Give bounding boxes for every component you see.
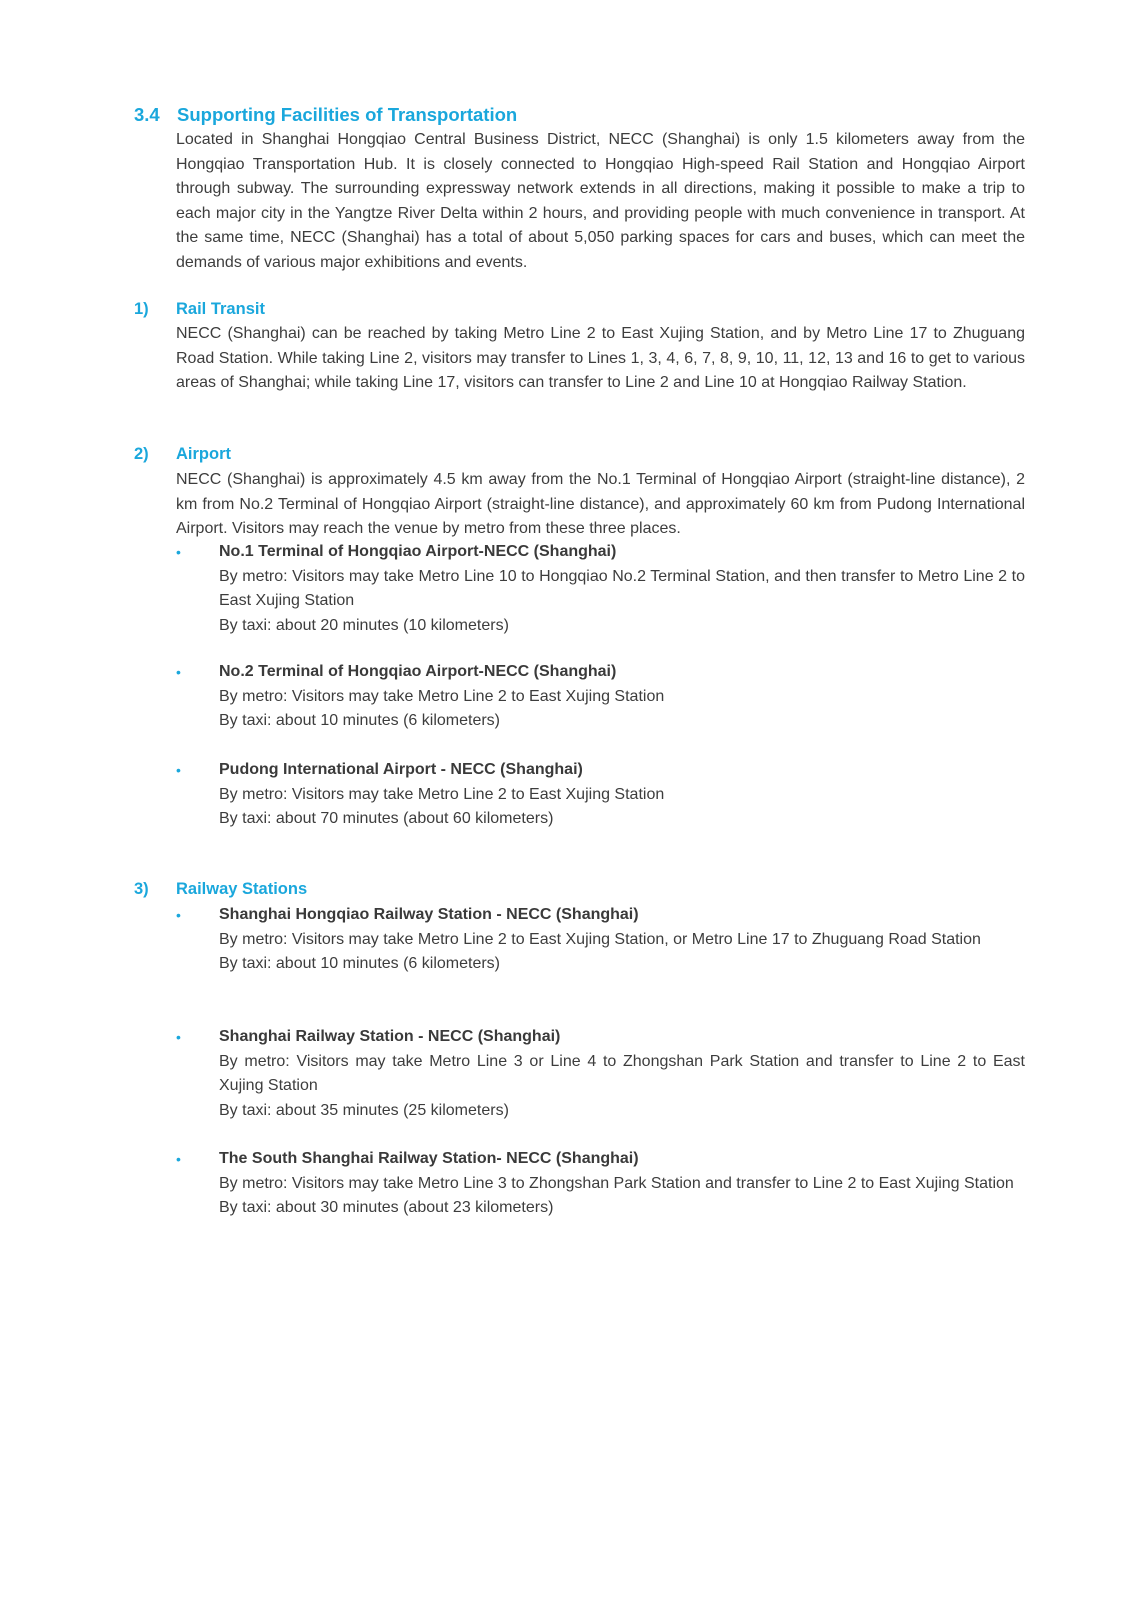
airport-paragraph: NECC (Shanghai) is approximately 4.5 km away from the No.1 Terminal of Hongqiao Airport (straight-line distance), 2 km from No.2 Terminal of Hongqiao Airport (straight-line distance), and approximately 60 km from Pudong International Airport. Visitors may reach the venue by metro from these three places.	[176, 471, 1025, 538]
bullet-icon: •	[176, 907, 181, 923]
bullet-icon: •	[176, 1151, 181, 1167]
section-heading	[134, 104, 517, 126]
airport-item-2	[176, 660, 1025, 734]
rail-transit-number: 1)	[134, 300, 149, 318]
airport-number: 2)	[134, 445, 149, 463]
route-metro: By metro: Visitors may take Metro Line 2 to East Xujing Station	[219, 785, 665, 803]
intro-paragraph: Located in Shanghai Hongqiao Central Business District, NECC (Shanghai) is only 1.5 kilometers away from the Hongqiao Transportation Hub. It is closely connected to Hongqiao High-speed Rail Station and Hongqiao Airport through subway. The surrounding expressway network extends in all directions, making it possible to make a trip to each major city in the Yangtze River Delta within 2 hours, and providing people with much convenience in transport. At the same time, NECC (Shanghai) has a total of about 5,050 parking spaces for cars and buses, which can meet the demands of various major exhibitions and events.	[176, 131, 1025, 271]
route-taxi: By taxi: about 10 minutes (6 kilometers)	[219, 955, 501, 973]
airport-title: Airport	[176, 445, 231, 463]
railway-item-1	[176, 903, 1025, 977]
railway-number: 3)	[134, 880, 149, 898]
route-metro: By metro: Visitors may take Metro Line 10 to Hongqiao No.2 Terminal Station, and then transfer to Metro Line 2 to East Xujing Station	[219, 567, 1025, 610]
section-title: Supporting Facilities of Transportation	[177, 104, 518, 125]
route-taxi: By taxi: about 35 minutes (25 kilometers)	[219, 1101, 509, 1119]
rail-transit-paragraph: NECC (Shanghai) can be reached by taking Metro Line 2 to East Xujing Station, and by Metro Line 17 to Zhuguang Road Station. While taking Line 2, visitors may transfer to Lines 1, 3, 4, 6, 7, 8, 9, 10, 11, 12, 13 and 16 to get to various areas of Shanghai; while taking Line 17, visitors can transfer to Line 2 and Line 10 at Hongqiao Railway Station.	[176, 325, 1025, 392]
rail-transit-title: Rail Transit	[176, 300, 265, 318]
railway-heading	[134, 880, 307, 899]
route-metro: By metro: Visitors may take Metro Line 2 to East Xujing Station, or Metro Line 17 to Zhuguang Road Station	[219, 930, 981, 948]
route-title: The South Shanghai Railway Station- NECC (Shanghai)	[219, 1150, 639, 1167]
route-metro: By metro: Visitors may take Metro Line 3 to Zhongshan Park Station and transfer to Line 2 to East Xujing Station	[219, 1174, 1014, 1192]
route-metro: By metro: Visitors may take Metro Line 3 or Line 4 to Zhongshan Park Station and transfer to Line 2 to East Xujing Station	[219, 1052, 1025, 1095]
airport-item-3	[176, 758, 1025, 832]
route-taxi: By taxi: about 20 minutes (10 kilometers)	[219, 616, 509, 634]
bullet-icon: •	[176, 664, 181, 680]
railway-item-2	[176, 1025, 1025, 1123]
bullet-icon: •	[176, 544, 181, 560]
route-title: No.2 Terminal of Hongqiao Airport-NECC (Shanghai)	[219, 663, 617, 680]
bullet-icon: •	[176, 1029, 181, 1045]
route-title: No.1 Terminal of Hongqiao Airport-NECC (Shanghai)	[219, 543, 617, 560]
route-title: Pudong International Airport - NECC (Shanghai)	[219, 761, 583, 778]
railway-item-3	[176, 1147, 1025, 1221]
bullet-icon: •	[176, 762, 181, 778]
route-taxi: By taxi: about 70 minutes (about 60 kilometers)	[219, 810, 554, 828]
route-metro: By metro: Visitors may take Metro Line 2 to East Xujing Station	[219, 687, 665, 705]
railway-title: Railway Stations	[176, 880, 308, 898]
airport-heading	[134, 445, 231, 464]
route-title: Shanghai Railway Station - NECC (Shanghai)	[219, 1028, 561, 1045]
rail-transit-heading	[134, 300, 265, 319]
route-taxi: By taxi: about 10 minutes (6 kilometers)	[219, 712, 501, 730]
airport-item-1	[176, 540, 1025, 638]
route-title: Shanghai Hongqiao Railway Station - NECC (Shanghai)	[219, 906, 639, 923]
section-number: 3.4	[134, 104, 160, 125]
route-taxi: By taxi: about 30 minutes (about 23 kilometers)	[219, 1199, 554, 1217]
